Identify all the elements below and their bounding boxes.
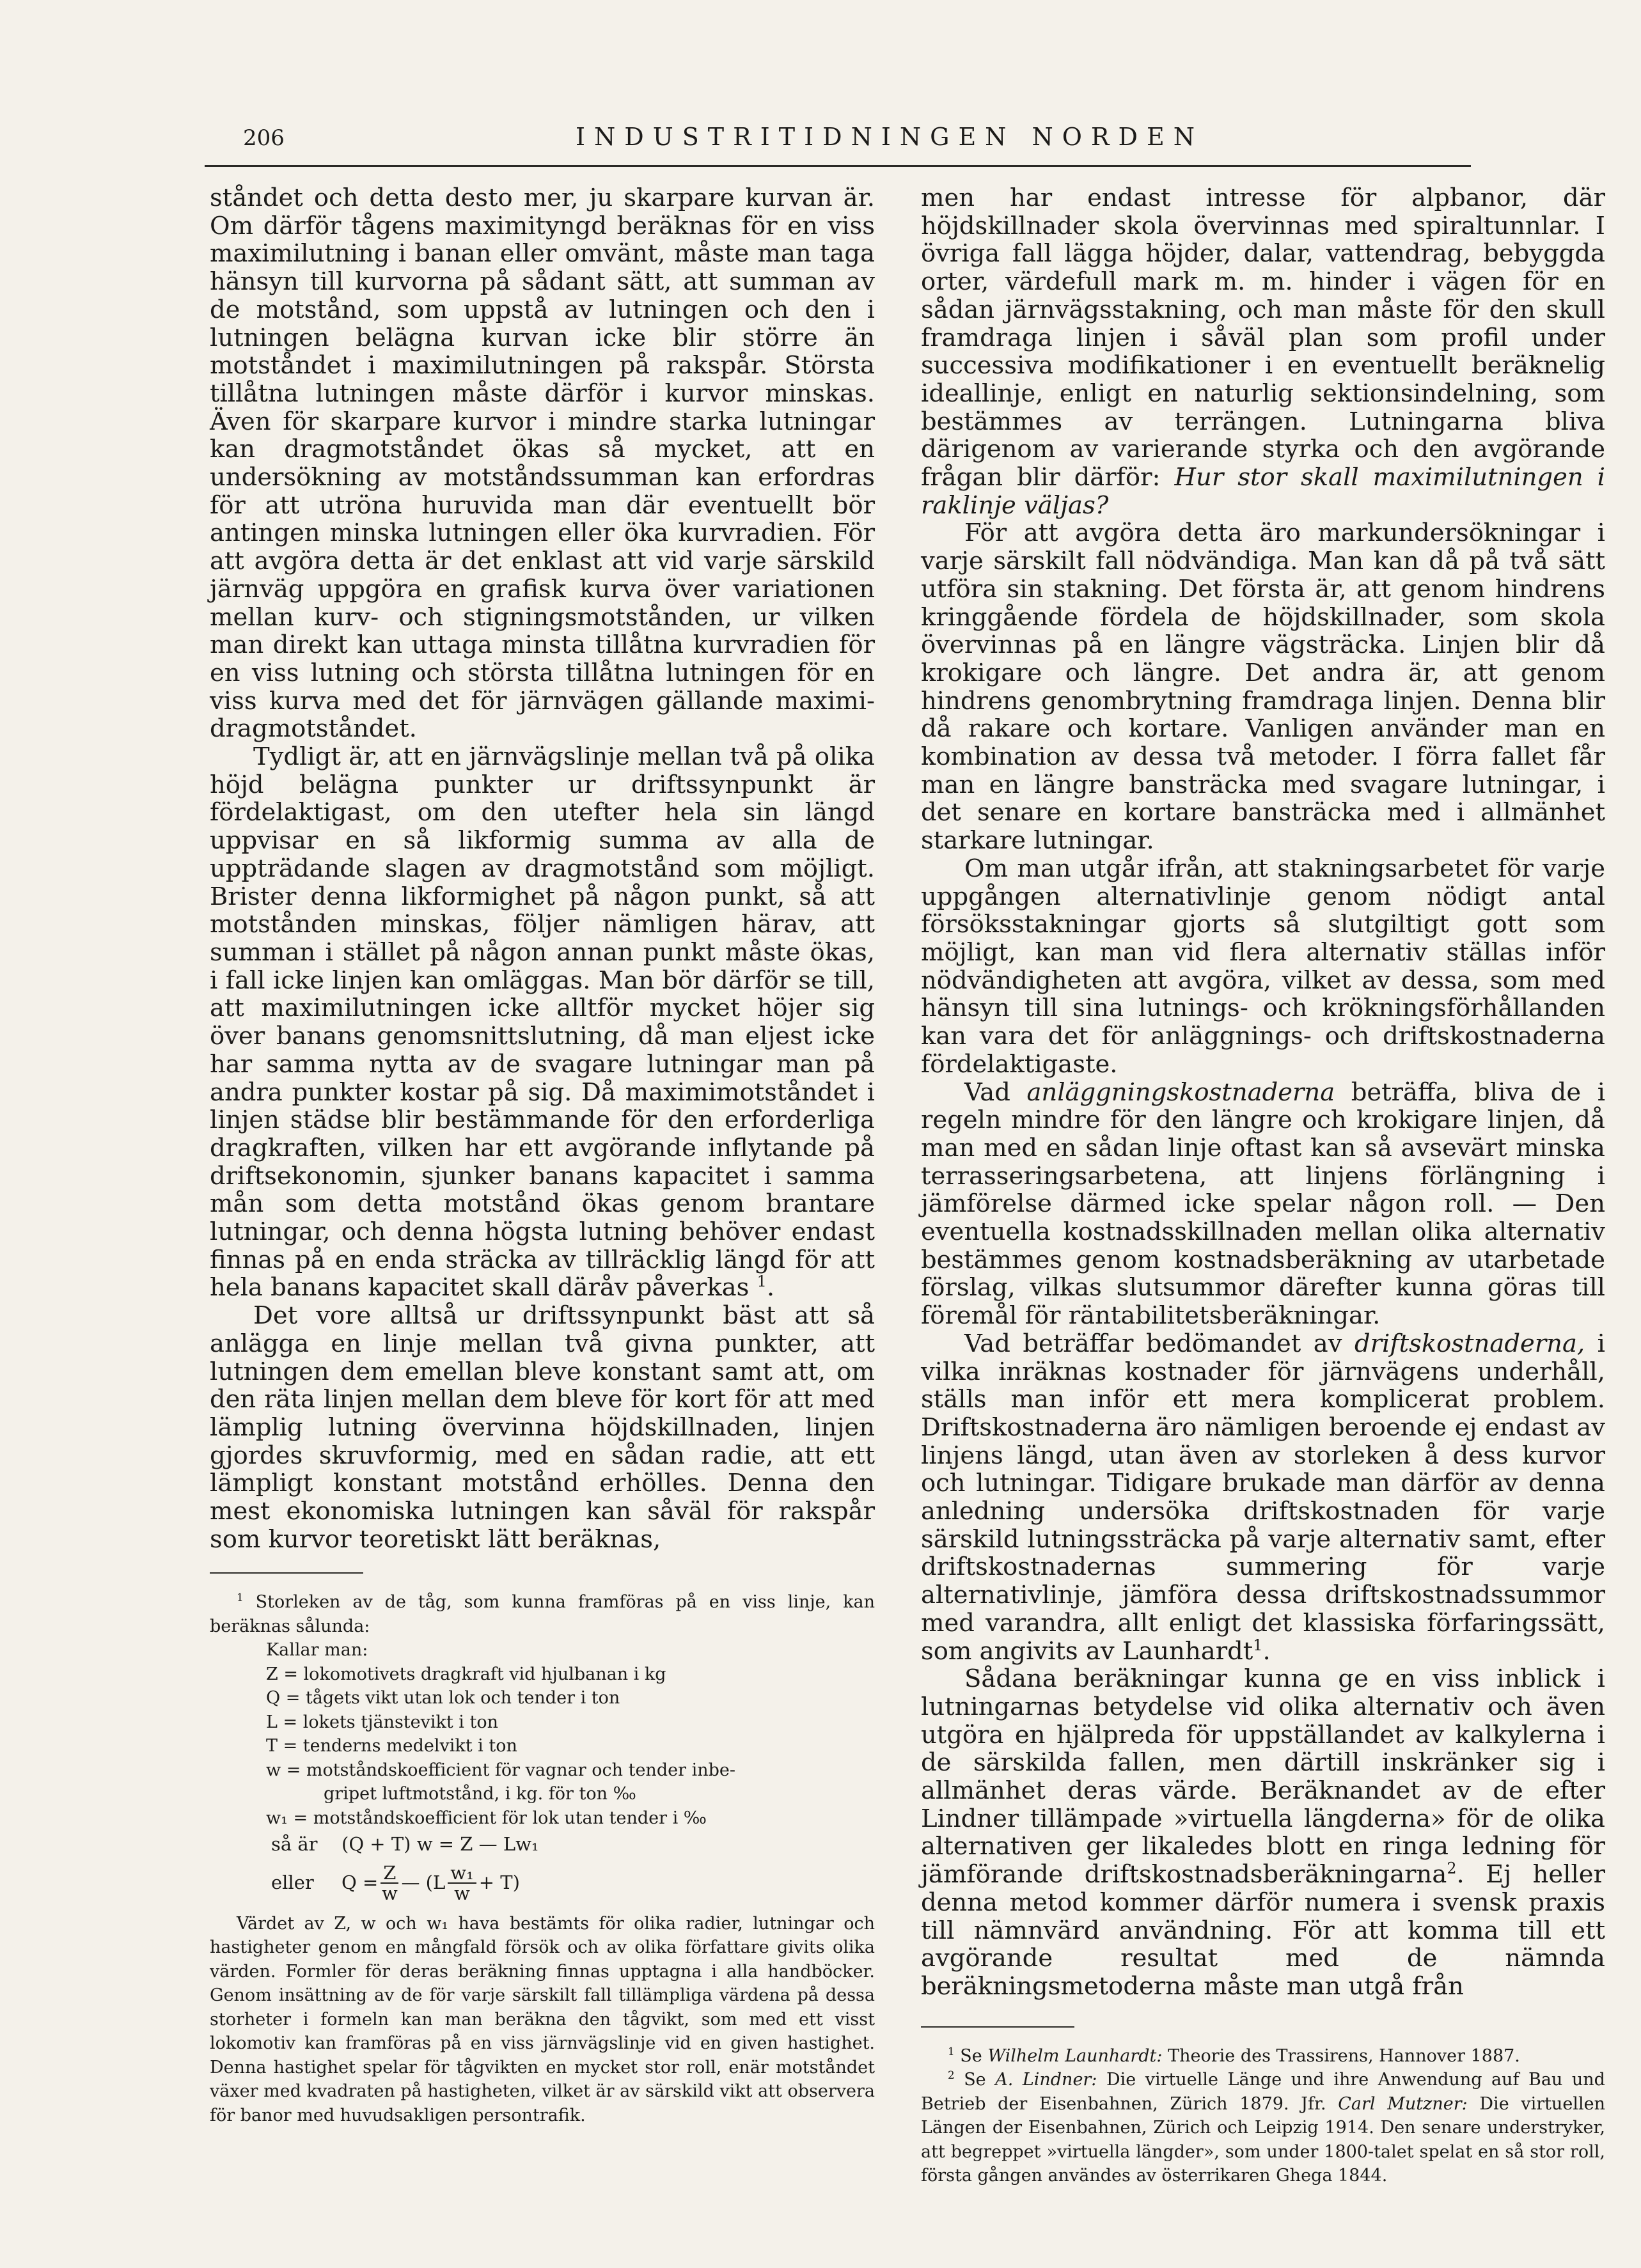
definition-line: w = motståndskoefficient för vagnar och tender inbe- (266, 1760, 735, 1780)
footnote-block (921, 2044, 1605, 2188)
paragraph: Tydligt är, att en järnvägslinje mellan två på olika höjd belägna punkter ur driftssynpunkt är fördelaktigast, om den utefter hela sin längd uppvisar en så likformig summa av alla de uppträdande slagen av dragmotstånd som möjligt. Brister denna likformighet på någon punkt, så att motstånden minskas, följer nämligen härav, att summan i stället på någon annan punkt måste ökas, i fall icke linjen kan omläggas. Man bör därför se till, att maximilutningen icke alltför mycket höjer sig över banans genomsnittslutning, då man eljest icke har samma nytta av de svagare lutningar man på andra punkter kostar på sig. Då maximimotståndet i linjen städse blir bestämmande för den erforderliga dragkraften, vilken har ett avgörande inflytande på driftsekonomin, sjunker banans kapacitet i samma mån som detta motstånd ökas genom brantare lutningar, och denna högsta lutning behöver endast finnas på en enda sträcka av tillräcklig längd för att hela banans kapacitet skall däråv påverkas $^1$. (210, 742, 875, 1302)
formula-end: + T) (478, 1872, 520, 1894)
fraction-w1-over-w: $\frac{\text{w₁}}{w}$ (448, 1863, 476, 1903)
formula-middle: — (L (401, 1872, 446, 1894)
formula-lhs: Q = (342, 1872, 379, 1894)
footnote-kallar: Kallar man: (266, 1640, 368, 1661)
formula-expression: (Q + T) w = Z — Lw₁ (342, 1833, 539, 1856)
definition-line: L = lokets tjänstevikt i ton (266, 1712, 499, 1732)
footnote-1: $^1$ Se Wilhelm Launhardt: Theorie des Trassirens, Hannover 1887. (948, 2044, 1520, 2066)
paragraph: För att avgöra detta äro markundersökningar i varje särskilt fall nödvändiga. Man kan då på två sätt utföra sin stakning. Det första är, att genom hindrens kringgående fördela de höjdskillnader, som skola övervinnas på en längre vägsträcka. Linjen blir då krokigare och längre. Det andra är, att genom hindrens genombrytning framdraga linjen. Denna blir då rakare och kortare. Vanligen använder man en kombination av dessa två metoder. I förra fallet får man en längre bansträcka med svagare lutningar, i det senare en kortare bansträcka med i allmänhet starkare lutningar. (921, 519, 1605, 856)
definition-line: Q = tågets vikt utan lok och tender i ton (266, 1688, 620, 1709)
paragraph: men har endast intresse för alpbanor, där höjdskillnader skola övervinnas med spiraltunnlar. I övriga fall lägga höjder, dalar, vattendrag, bebyggda orter, värdefull mark m. m. hinder i vägen för en sådan järnvägsstakning, och man måste för den skull framdraga linjen i såväl plan som profil under successiva modifikationer i en eventuellt beräknelig ideallinje, enligt en naturlig sektionsindelning, som bestämmes av terrängen. Lutningarna bliva därigenom av varierande styrka och den avgörande frågan blir därför: Hur stor skall maximilutningen i raklinje väljas? (921, 184, 1605, 520)
footnote-divider (210, 1572, 363, 1574)
page-header (205, 120, 1471, 167)
page-number: 206 (243, 125, 285, 151)
paragraph: Om man utgår ifrån, att stakningsarbetet för varje uppgången alternativlinje genom nödigt antal försöksstakningar gjorts så slutgiltigt gott som möjligt, kan man vid flera alternativ ställas inför nödvändigheten att avgöra, vilket av dessa, som med hänsyn till sina lutnings- och krökningsförhållanden kan vara det för anläggnings- och driftskostnaderna fördelaktigaste. (921, 854, 1605, 1079)
running-title: INDUSTRITIDNINGEN NORDEN (576, 123, 1204, 151)
italic-question: Hur stor skall maximilutningen i raklinje väljas? (921, 463, 1605, 520)
right-column (921, 184, 1605, 2188)
footnote-block (210, 1590, 875, 2127)
footnote-divider (921, 2026, 1074, 2028)
definition-line: gripet luftmotstånd, i kg. för ton ‰ (324, 1784, 636, 1804)
formula-prefix: så är (271, 1833, 318, 1856)
left-column (210, 184, 875, 2127)
paragraph: Det vore alltså ur driftssynpunkt bäst att så anlägga en linje mellan två givna punkter, att lutningen dem emellan bleve konstant samt att, om den räta linjen mellan dem bleve för kort för att med lämplig lutning övervinna höjdskillnaden, linjen gjordes skruvformig, med en sådan radie, att ett lämpligt konstant motstånd erhölles. Denna den mest ekonomiska lutningen kan såväl för rakspår som kurvor teoretiskt lätt beräknas, (210, 1301, 875, 1554)
definition-line: w₁ = motståndskoefficient för lok utan tender i ‰ (266, 1808, 707, 1828)
paragraph: Sådana beräkningar kunna ge en viss inblick i lutningarnas betydelse vid olika alternativ och även utgöra en hjälpreda för uppställandet av kalkylerna i de särskilda fallen, men därtill inskränker sig i allmänhet deras värde. Beräknandet av de efter Lindner tillämpade »virtuella längderna» för de olika alternativen ger likaledes blott en ringa ledning för jämförande driftskostnadsberäkningarna$^2$. Ej heller denna metod kommer därför numera i svensk praxis till nämnvärd användning. För att komma till ett avgörande resultat med de nämnda beräkningsmetoderna måste man utgå från (921, 1664, 1605, 2001)
footnote-marker: 2 (1447, 1859, 1457, 1878)
definition-line: Z = lokomotivets dragkraft vid hjulbanan i kg (266, 1664, 666, 1684)
italic-term: anläggningskostnaderna (1026, 1077, 1335, 1107)
paragraph: Vad anläggningskostnaderna beträffa, bliva de i regeln mindre för den längre och krokigare linjen, då man med en sådan linje oftast kan så avsevärt minska terrasseringsarbetena, att linjens förlängning i jämförelse därmed icke spelar någon roll. — Den eventuella kostnadsskillnaden mellan olika alternativ bestämmes genom kostnadsberäkning av utarbetade förslag, vilkas slutsummor därefter kunna göras till föremål för räntabilitetsberäkningar. (921, 1077, 1606, 1331)
footnote-marker: 1 (1253, 1636, 1263, 1654)
fraction-z-over-w: $\frac{Z}{w}$ (381, 1861, 398, 1904)
definition-line: T = tenderns medelvikt i ton (266, 1736, 517, 1756)
formula-prefix: eller (271, 1872, 314, 1894)
paragraph: Vad beträffar bedömandet av driftskostnaderna, i vilka inräknas kostnader för järnvägens underhåll, ställs man inför ett mera komplicerat problem. Driftskostnaderna äro nämligen beroende ej endast av linjens längd, utan även av storleken å dess kurvor och lutningar. Tidigare brukade man därför av denna anledning undersöka driftskostnaden för varje särskild lutningssträcka på varje alternativ samt, efter driftskostnadernas summering för varje alternativlinje, jämföra dessa driftskostnadssummor med varandra, allt enligt det klassiska förfaringssätt, som angivits av Launhardt$^1$. (921, 1329, 1605, 1666)
footnote-marker: 1 (757, 1272, 767, 1291)
footnote-number: 1 (237, 1591, 244, 1604)
footnote-2: $^2$ Se A. Lindner: Die virtuelle Länge und ihre Anwendung auf Bau und Betrieb der Eisenbahnen, Zürich 1879. Jfr. Carl Mutzner: Die virtuellen Längen der Eisenbahnen, Zürich och Leipzig 1914. Den senare understryker, att begreppet »virtuella längder», som under 1800-talet spelat en så stor roll, första gången användes av österrikaren Ghega 1844. (921, 2069, 1605, 2186)
formula-2 (271, 1863, 875, 1903)
paragraph-text: Tydligt är, att en järnvägslinje mellan två på olika höjd belägna punkter ur driftssynpunkt är fördelaktigast, om den utefter hela sin längd uppvisar en så likformig summa av alla de uppträdande slagen av dragmotstånd som möjligt. Brister denna likformighet på någon punkt, så att motstånden minskas, följer nämligen härav, att summan i stället på någon annan punkt måste ökas, i fall icke linjen kan omläggas. Man bör därför se till, att maximilutningen icke alltför mycket höjer sig över banans genomsnittslutning, då man eljest icke har samma nytta av de svagare lutningar man på andra punkter kostar på sig. Då maximimotståndet i linjen städse blir bestämmande för den erforderliga dragkraften, vilken har ett avgörande inflytande på driftsekonomin, sjunker banans kapacitet i samma mån som detta motstånd ökas genom brantare lutningar, och denna högsta lutning behöver endast finnas på en enda sträcka av tillräcklig längd för att hela banans kapacitet skall däråv påverkas (210, 742, 875, 1302)
formula-1 (271, 1833, 875, 1857)
footnote-closing: Värdet av Z, w och w₁ hava bestämts för olika radier, lutningar och hastigheter genom en mångfald försök och av olika författare givits olika värden. Formler för deras beräkning finnas upptagna i alla handböcker. Genom insättning av de för varje särskilt fall tillämpliga värdena på dessa storheter i formeln kan man beräkna den tågvikt, som med ett visst lokomotiv kan framföras på en viss järnvägslinje vid en given hastighet. Denna hastighet spelar för tågvikten en mycket stor roll, enär motståndet växer med kvadraten på hastigheten, vilket är av särskild vikt att observera för banor med huvudsakligen persontrafik. (210, 1913, 875, 2125)
footnote-intro: Storleken av de tåg, som kunna framföras på en viss linje, kan beräknas sålunda: (210, 1592, 875, 1636)
footnote-text (210, 1590, 875, 1638)
italic-term: driftskostnaderna, (1354, 1329, 1585, 1358)
paragraph: ståndet och detta desto mer, ju skarpare kurvan är. Om därför tågens maximityngd beräknas för en viss maximilutning i banan eller omvänt, måste man taga hänsyn till kurvorna på sådant sätt, att summan av de motstånd, som uppstå av lutningen och den i lutningen belägna kurvan icke blir större än motståndet i maximilutningen på rakspår. Största tillåtna lutningen måste därför i kurvor minskas. Även för skarpare kurvor i mindre starka lutningar kan dragmotståndet ökas så mycket, att en undersökning av motståndssumman kan erfordras för att utröna huruvida man där eventuellt bör antingen minska lutningen eller öka kurvradien. För att avgöra detta är det enklast att vid varje särskild järnväg uppgöra en grafisk kurva över variationen mellan kurv- och stigningsmotstånden, ur vilken man direkt kan uttaga minsta tillåtna kurvradien för en viss lutning och största tillåtna lutningen för en viss kurva med det för järnvägen gällande maximi-dragmotståndet. (210, 184, 875, 744)
